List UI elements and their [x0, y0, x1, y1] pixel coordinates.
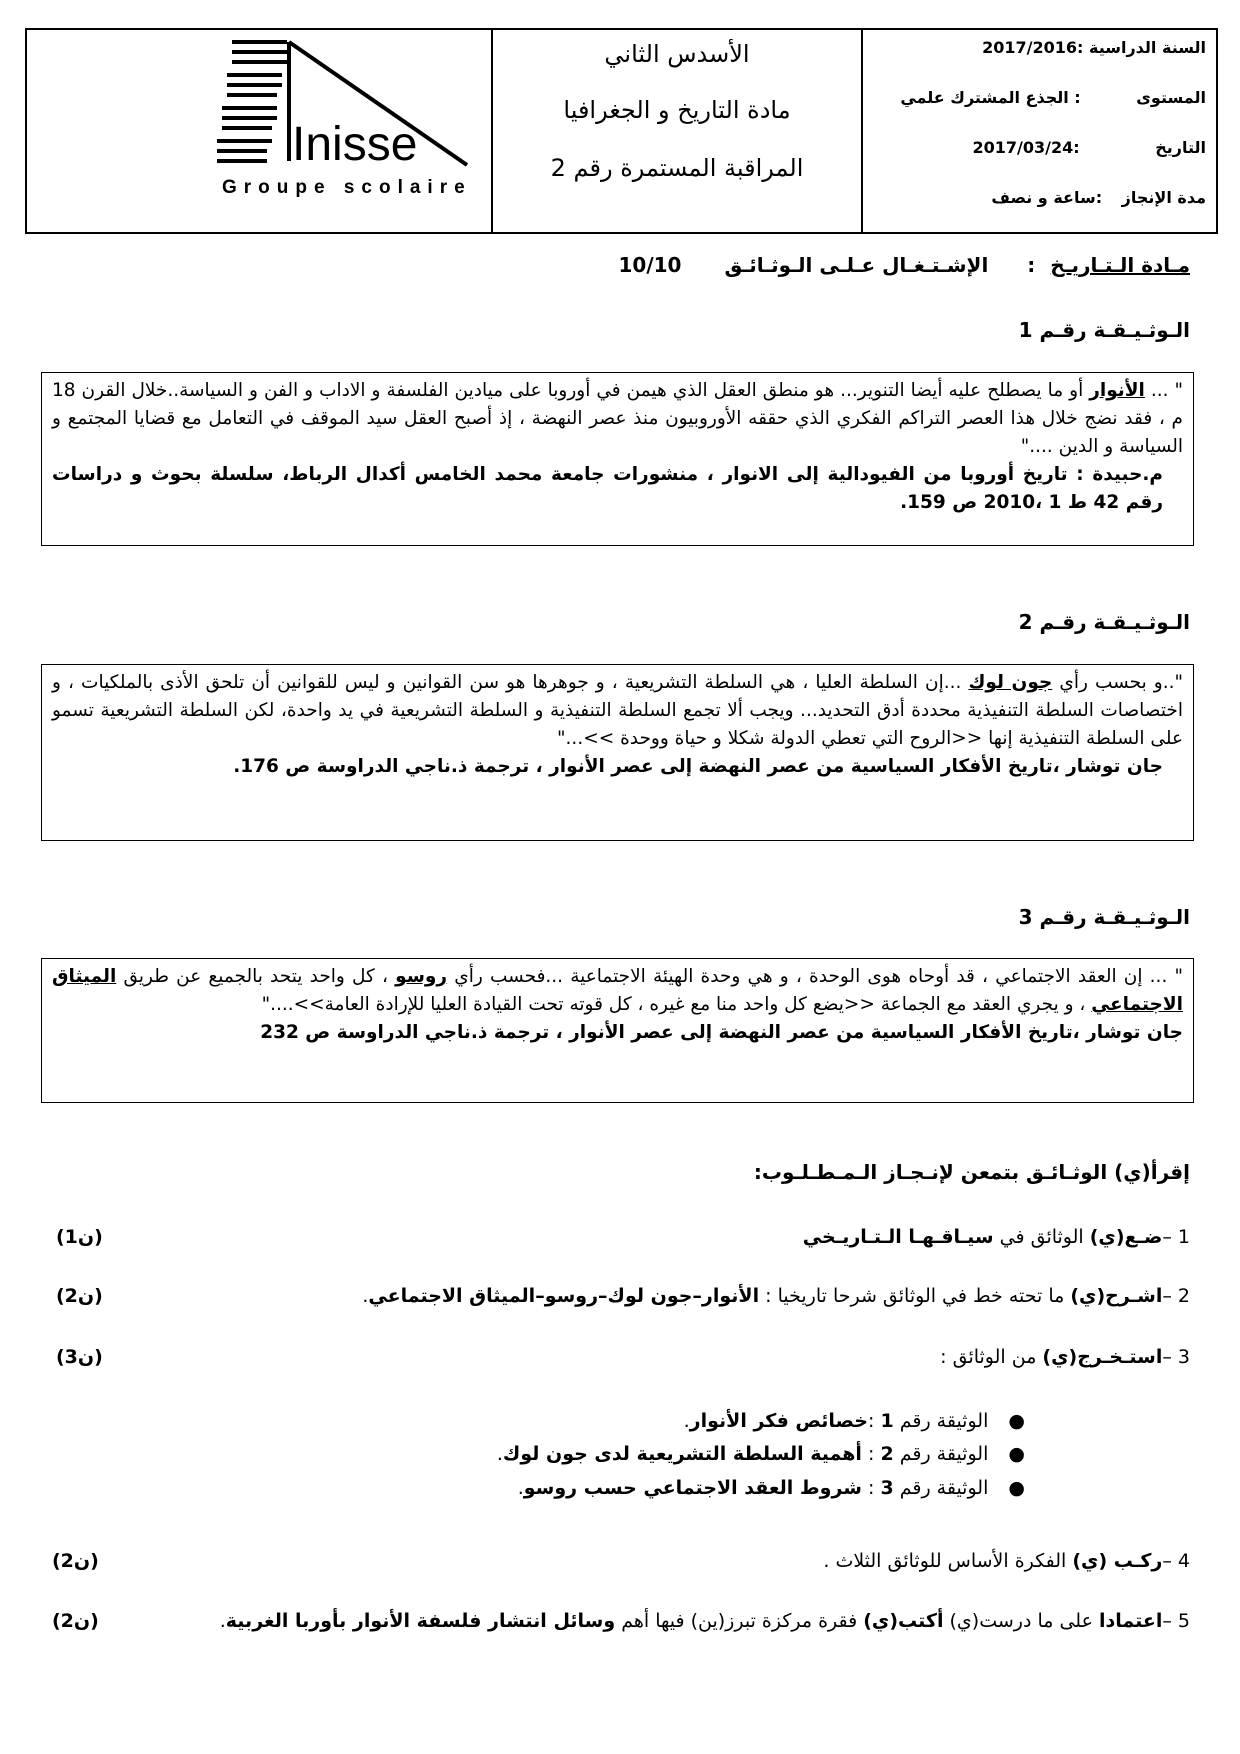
- doc3-underlined-rousseau: روسو: [395, 966, 448, 987]
- doc1-citation: م.حبيدة : تاريخ أوروبا من الفيودالية إلى الانوار ، منشورات جامعة محمد الخامس أكدال الرباط، سلسلة بحوث و دراسات رقم 42 ط 1 ،2010 ص 159.: [52, 464, 1163, 513]
- date-label: التاريخ: [1155, 138, 1206, 157]
- doc1-text: [52, 377, 1183, 461]
- doc2-pre: "..و بحسب رأي: [1052, 672, 1183, 693]
- info-row-level: [900, 88, 1206, 107]
- bullet1-tail: .: [683, 1410, 690, 1432]
- bullet-doc1: [684, 1410, 1025, 1432]
- logo-tagline: Groupe scolaire: [222, 177, 472, 198]
- q4-text: الفكرة الأساس للوثائق الثلاث .: [823, 1550, 1073, 1572]
- bullet3-tail: .: [517, 1477, 524, 1499]
- info-row-duration: [991, 188, 1206, 207]
- doc1-heading: الـوثـيـقـة رقـم 1: [1018, 318, 1190, 342]
- doc1-body: أو ما يصطلح عليه أيضا التنوير... هو منطق العقل الذي هيمن في أوروبا على ميادين الفلسفة و الاداب و الفن و السياسة..خلال القرن 18 م ، فقد نضج خلال هذا العصر التراكم الفكري الذي حققه الأوروبيون منذ عصر النهضة ، إذ أصبح العقل سيد الموقف في التعامل مع قضايا المجتمع و السياسة و الدين ....": [52, 380, 1183, 457]
- bullet2-sep: :: [861, 1443, 881, 1465]
- q4-num: 4 –: [1162, 1550, 1190, 1572]
- date-value: :2017/03/24: [972, 138, 1080, 157]
- bullet2-tail: .: [496, 1443, 503, 1465]
- logo-brand: Inisse: [292, 118, 418, 171]
- question-2: [362, 1285, 1190, 1307]
- doc3-underlined-social-contract: الميثاق الاجتماعي: [52, 966, 1183, 1015]
- q4-points: (2ن): [52, 1550, 99, 1572]
- q2-verb: اشـرح(ي): [1070, 1285, 1163, 1307]
- q5-tail: .: [219, 1610, 226, 1632]
- bullet-doc2: [497, 1443, 1025, 1465]
- header-table: [25, 28, 1218, 234]
- exam-number-title: المراقبة المستمرة رقم 2: [550, 154, 804, 182]
- question-4: [823, 1550, 1190, 1572]
- bullet-doc3: [518, 1477, 1025, 1499]
- q5-points: (2ن): [52, 1610, 99, 1632]
- q1-verb: ضـع(ي): [1089, 1226, 1163, 1248]
- bullet2-bold: أهمية السلطة التشريعية لدى جون لوك: [502, 1443, 862, 1465]
- bullet-dot: ●: [1008, 1410, 1025, 1432]
- level-label: المستوى: [1136, 88, 1206, 107]
- q5-text2: فقرة مركزة تبرز(ين) فيها أهم: [615, 1610, 864, 1632]
- doc3-heading: الـوثـيـقـة رقـم 3: [1018, 905, 1190, 929]
- subject-heading: [619, 253, 1191, 277]
- q3-verb: استـخـرج(ي): [1042, 1346, 1163, 1368]
- bullet1-bold: خصائص فكر الأنوار: [689, 1410, 868, 1432]
- bullet3-label: الوثيقة رقم: [893, 1477, 989, 1499]
- bullet2-label: الوثيقة رقم: [893, 1443, 989, 1465]
- q2-bold: الأنوار–جون لوك–روسو–الميثاق الاجتماعي: [368, 1285, 760, 1307]
- bullet-dot: ●: [1008, 1443, 1025, 1465]
- info-row-date: [972, 138, 1206, 157]
- bullet1-num: 1: [880, 1410, 894, 1432]
- q1-points: (1ن): [56, 1226, 103, 1248]
- q5-num: 5 –: [1162, 1610, 1190, 1632]
- q5-text: على ما درست(ي): [943, 1610, 1099, 1632]
- level-value: : الجذع المشترك علمي: [900, 88, 1081, 107]
- exam-info-cell: [863, 30, 1216, 232]
- doc2-body: ...إن السلطة العليا ، هي السلطة التشريعية ، و جوهرها هو سن القوانين و ليس للقوانين أن تلحق الأذى بالملكيات ، و اختصاصات السلطة التنفيذية محددة أدق التحديد... ويجب ألا تجمع السلطة التنفيذية و السلطة التشريعية في يد واحدة، لكن السلطة التشريعية تسمو على السلطة التنفيذية إنها <<الروح التي تعطي الدولة شكلا و حياة ووحدة >>...": [52, 672, 1183, 749]
- subject-topic: الإشـتـغـال عـلـى الـوثـائـق: [724, 253, 989, 277]
- duration-label: مدة الإنجاز: [1121, 188, 1206, 207]
- semester-title: الأسدس الثاني: [604, 40, 750, 68]
- doc3-box: [41, 958, 1194, 1103]
- bullet3-sep: :: [861, 1477, 881, 1499]
- question-5: [220, 1610, 1190, 1632]
- doc2-underlined-locke: جون لوك: [968, 672, 1053, 693]
- q5-bold2: وسائل انتشار فلسفة الأنوار بأوربا الغربية: [225, 1610, 616, 1632]
- subject-score: 10/10: [618, 253, 682, 277]
- q2-num: 2 –: [1162, 1285, 1190, 1307]
- doc2-text: [52, 669, 1183, 753]
- subject-colon: :: [1027, 253, 1036, 277]
- doc2-heading: الـوثـيـقـة رقـم 2: [1018, 610, 1190, 634]
- bullet1-sep: :: [867, 1410, 881, 1432]
- doc2-citation: جان توشار ،تاريخ الأفكار السياسية من عصر النهضة إلى عصر الأنوار ، ترجمة ذ.ناجي الدراوسة ص 176.: [233, 756, 1163, 777]
- q2-points: (2ن): [56, 1285, 103, 1307]
- year-value: :2017/2016: [982, 38, 1084, 57]
- logo-cell: [27, 30, 493, 232]
- bullet2-num: 2: [880, 1443, 894, 1465]
- subject-label: مـادة الـتـاريـخ: [1050, 253, 1190, 277]
- q3-num: 3 –: [1162, 1346, 1190, 1368]
- info-row-year: [982, 38, 1206, 57]
- q1-num: 1 –: [1162, 1226, 1190, 1248]
- year-label: السنة الدراسية: [1089, 38, 1206, 57]
- q1-bold: سيـاقـهـا الـتـاريـخي: [802, 1226, 994, 1248]
- question-3: [940, 1346, 1190, 1368]
- bullet3-num: 3: [880, 1477, 894, 1499]
- doc3-pre: " ... إن العقد الاجتماعي ، قد أوحاه هوى الوحدة ، و هي وحدة الهيئة الاجتماعية ...فحسب رأي: [447, 966, 1183, 987]
- doc3-body-1: ، كل واحد يتحد بالجميع عن طريق: [116, 966, 396, 987]
- school-logo: [27, 30, 489, 230]
- q5-verb: اعتمادا: [1098, 1610, 1163, 1632]
- doc1-box: [41, 372, 1194, 546]
- doc3-body-2: ، و يجري العقد مع الجماعة <<يضع كل واحد منا مع غيره ، كل قوته تحت القيادة العليا للإرادة العامة>>....": [261, 994, 1092, 1015]
- subject-title: مادة التاريخ و الجغرافيا: [563, 96, 791, 124]
- doc3-text: [52, 963, 1183, 1019]
- q5-bold: أكتب(ي): [863, 1610, 944, 1632]
- bullet-dot: ●: [1008, 1477, 1025, 1499]
- doc2-box: [41, 664, 1194, 841]
- doc1-pre: " ...: [1144, 380, 1183, 401]
- q3-points: (3ن): [56, 1346, 103, 1368]
- doc3-citation: جان توشار ،تاريخ الأفكار السياسية من عصر النهضة إلى عصر الأنوار ، ترجمة ذ.ناجي الدراوسة ص 232: [260, 1022, 1183, 1043]
- q2-tail: .: [362, 1285, 369, 1307]
- bullet3-bold: شروط العقد الاجتماعي حسب روسو: [523, 1477, 862, 1499]
- exam-title-cell: [493, 30, 863, 232]
- q4-verb: ركـب (ي): [1072, 1550, 1163, 1572]
- q2-text: ما تحته خط في الوثائق شرحا تاريخيا :: [759, 1285, 1071, 1307]
- duration-value: :ساعة و نصف: [991, 188, 1103, 207]
- q3-text: من الوثائق :: [940, 1346, 1043, 1368]
- question-1: [803, 1226, 1190, 1248]
- bullet1-label: الوثيقة رقم: [893, 1410, 989, 1432]
- doc1-underlined-anwar: الأنوار: [1089, 380, 1145, 401]
- q1-text: الوثائق في: [993, 1226, 1090, 1248]
- instructions: إقرأ(ي) الوثـائـق بتمعن لإنـجـاز الـمـطـلـوب:: [753, 1160, 1190, 1184]
